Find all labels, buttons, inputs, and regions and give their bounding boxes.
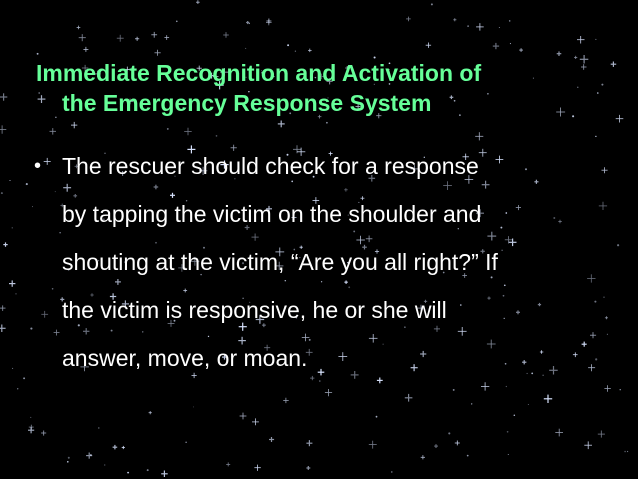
star-icon (0, 305, 5, 311)
star-icon (113, 445, 118, 450)
star-icon (308, 49, 312, 53)
title-line-1: Immediate Recognition and Activation of (36, 60, 482, 86)
star-icon (135, 37, 139, 41)
star-dot-icon (627, 451, 628, 452)
star-dot-icon (193, 406, 194, 407)
star-icon (164, 35, 169, 40)
star-dot-icon (595, 39, 596, 40)
star-icon (0, 125, 6, 133)
bullet-item (34, 142, 624, 382)
star-dot-icon (12, 227, 13, 228)
star-icon (584, 441, 592, 449)
star-icon (453, 18, 456, 21)
star-icon (481, 382, 489, 390)
star-dot-icon (12, 368, 13, 369)
slide-title (36, 58, 626, 118)
star-dot-icon (376, 416, 378, 418)
star-dot-icon (326, 122, 328, 124)
star-icon (184, 128, 192, 136)
star-icon (161, 471, 168, 478)
star-icon (421, 455, 425, 459)
star-icon (455, 441, 460, 446)
star-dot-icon (90, 454, 92, 456)
star-dot-icon (167, 128, 169, 130)
star-dot-icon (37, 53, 39, 55)
star-icon (283, 398, 289, 403)
star-icon (122, 446, 125, 449)
star-icon (226, 462, 230, 466)
star-dot-icon (391, 471, 392, 472)
star-icon (406, 17, 411, 22)
star-dot-icon (216, 135, 218, 137)
star-icon (426, 43, 431, 48)
bullet-line-2: by tapping the victim on the shoulder and (62, 201, 482, 227)
star-dot-icon (147, 469, 149, 471)
star-icon (3, 242, 7, 246)
star-dot-icon (467, 25, 469, 27)
star-icon (196, 0, 200, 4)
star-dot-icon (245, 48, 246, 49)
bullet-line-4: the victim is responsive, he or she will (62, 297, 447, 323)
bullet-line-5: answer, move, or moan. (62, 345, 308, 371)
star-icon (155, 50, 161, 56)
star-dot-icon (176, 21, 178, 23)
star-dot-icon (9, 180, 10, 181)
star-icon (306, 440, 312, 446)
star-icon (434, 444, 438, 448)
star-dot-icon (507, 431, 509, 433)
star-icon (117, 35, 124, 42)
star-icon (598, 431, 605, 438)
star-icon (41, 431, 46, 436)
star-icon (555, 429, 563, 437)
star-dot-icon (23, 377, 25, 379)
star-icon (269, 437, 274, 442)
bullet-text (62, 142, 624, 382)
star-dot-icon (17, 388, 18, 389)
star-icon (544, 395, 552, 403)
star-icon (278, 121, 285, 128)
slide-body (34, 142, 624, 382)
star-dot-icon (528, 404, 529, 405)
star-dot-icon (510, 43, 511, 44)
star-dot-icon (448, 432, 450, 434)
star-icon (79, 34, 86, 41)
star-icon (254, 465, 260, 471)
star-icon (475, 132, 483, 140)
star-dot-icon (431, 3, 433, 5)
star-dot-icon (595, 136, 596, 137)
star-icon (493, 43, 499, 49)
star-dot-icon (453, 389, 455, 391)
star-icon (266, 20, 272, 26)
star-icon (28, 427, 34, 433)
star-dot-icon (506, 386, 507, 387)
star-dot-icon (127, 472, 129, 474)
star-icon (252, 418, 259, 425)
star-icon (9, 280, 15, 286)
star-dot-icon (68, 457, 70, 459)
star-icon (240, 413, 247, 420)
star-dot-icon (30, 417, 31, 418)
star-icon (405, 394, 413, 402)
bullet-line-3: shouting at the victim, “Are you all right?” If (62, 249, 498, 275)
star-icon (83, 47, 88, 52)
star-icon (476, 23, 484, 31)
star-dot-icon (509, 20, 511, 22)
star-dot-icon (295, 51, 296, 52)
title-line-2: the Emergency Response System (62, 90, 432, 116)
star-dot-icon (26, 183, 28, 185)
star-dot-icon (499, 27, 500, 28)
star-dot-icon (16, 293, 17, 294)
star-dot-icon (104, 465, 105, 466)
star-icon (223, 32, 229, 38)
star-icon (519, 48, 523, 52)
star-icon (50, 128, 57, 135)
star-icon (325, 389, 332, 396)
star-dot-icon (67, 461, 69, 463)
star-icon (306, 466, 310, 470)
star-icon (151, 32, 157, 38)
star-dot-icon (185, 442, 186, 443)
star-dot-icon (471, 403, 472, 404)
star-dot-icon (467, 455, 469, 457)
star-icon (0, 93, 7, 100)
star-dot-icon (1, 192, 3, 194)
star-icon (577, 36, 585, 44)
star-icon (149, 411, 152, 414)
star-dot-icon (287, 44, 289, 46)
bullet-line-1: The rescuer should check for a response (62, 153, 479, 179)
star-dot-icon (249, 23, 250, 24)
star-icon (71, 122, 77, 128)
star-icon (604, 385, 610, 391)
star-icon (0, 325, 6, 333)
star-dot-icon (508, 454, 509, 455)
star-dot-icon (30, 328, 32, 330)
star-dot-icon (620, 389, 621, 390)
star-icon (557, 51, 562, 56)
star-dot-icon (32, 206, 33, 207)
star-dot-icon (98, 427, 99, 428)
star-icon (369, 441, 377, 449)
star-dot-icon (624, 451, 626, 453)
star-icon (77, 26, 81, 30)
bullet-icon: • (34, 155, 42, 177)
star-dot-icon (514, 414, 516, 416)
